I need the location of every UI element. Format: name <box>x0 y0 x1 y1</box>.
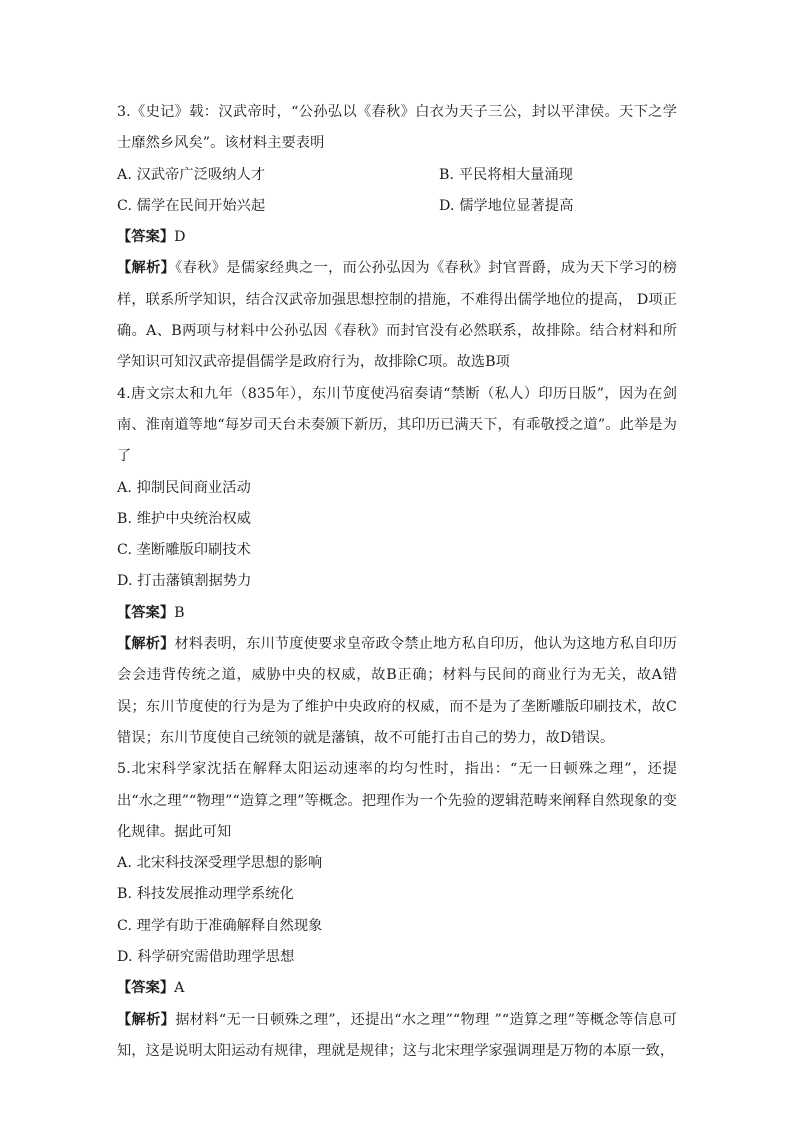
analysis-text: 据材料“无一日顿殊之理”，还提出“水之理”“物理 ”“造算之理”等概念等信息可知，这是说明太阳运动有规律，理就是规律；这与北宋理学家强调理是万物的本原一致， <box>117 1011 677 1059</box>
question-4-option-b: B. 维护中央统治权威 <box>117 510 252 527</box>
analysis-label: 【解析】 <box>117 1011 176 1028</box>
document-page <box>117 97 677 1067</box>
question-5-option-b: B. 科技发展推动理学系统化 <box>117 886 294 903</box>
question-5-answer <box>117 973 677 1004</box>
question-3-answer <box>117 222 677 253</box>
analysis-label: 【解析】 <box>117 260 176 277</box>
question-5-option-d: D. 科学研究需借助理学思想 <box>117 949 295 966</box>
analysis-label: 【解析】 <box>117 636 175 653</box>
question-4-stem: 4.唐文宗太和九年（835年），东川节度使冯宿奏请“禁断（私人）印历日版”，因为在剑南、淮南道等地“每岁司天台未奏颁下新历，其印历已满天下，有乖敬授之道”。此举是为了 <box>117 385 677 465</box>
question-5 <box>117 754 677 1067</box>
question-3-option-a: A. 汉武帝广泛吸纳人才 <box>117 166 266 183</box>
question-4-analysis <box>117 629 677 754</box>
question-3-analysis <box>117 253 677 378</box>
answer-value: A <box>174 980 185 997</box>
question-5-stem: 5.北宋科学家沈括在解释太阳运动速率的均匀性时，指出：“无一日顿殊之理”，还提出“水之理”“物理”“造算之理”等概念。把理作为一个先验的逻辑范畴来阐释自然现象的变化规律。据此可知 <box>117 761 677 840</box>
question-4-option-c: C. 垄断雕版印刷技术 <box>117 542 251 559</box>
question-3-options-row-1 <box>117 160 677 191</box>
question-4 <box>117 379 677 755</box>
answer-label: 【答案】 <box>117 604 175 621</box>
answer-label: 【答案】 <box>117 980 175 997</box>
analysis-text: 《春秋》是儒家经典之一，而公孙弘因为《春秋》封官晋爵，成为天下学习的榜样，联系所学知识，结合汉武帝加强思想控制的措施，不难得出儒学地位的提高， D项正确。A、B两项与材料中公孙弘因《春秋》而封官没有必然联系，故排除。结合材料和所学知识可知汉武帝提倡儒学是政府行为，故排除C项。故选B项 <box>117 260 678 371</box>
question-5-option-a: A. 北宋科技深受理学思想的影响 <box>117 855 323 872</box>
analysis-text: 材料表明，东川节度使要求皇帝政令禁止地方私自印历，他认为这地方私自印历会会违背传统之道，威胁中央的权威，故B正确；材料与民间的商业行为无关，故A错误；东川节度使的行为是为了维护中央政府的权威，而不是为了垄断雕版印刷技术，故C错误；东川节度使自己统领的就是藩镇，故不可能打击自己的势力，故D错误。 <box>117 636 677 746</box>
question-3-options-row-2 <box>117 191 677 222</box>
question-5-option-c: C. 理学有助于准确解释自然现象 <box>117 917 323 934</box>
question-4-option-a: A. 抑制民间商业活动 <box>117 479 251 496</box>
question-3-stem: 3.《史记》载：汉武帝时，“公孙弘以《春秋》白衣为天子三公，封以平津侯。天下之学士靡然乡风矣”。该材料主要表明 <box>117 104 677 152</box>
question-3-option-d: D. 儒学地位显著提高 <box>439 197 574 214</box>
answer-value: B <box>174 604 185 621</box>
question-3-option-c: C. 儒学在民间开始兴起 <box>117 197 266 214</box>
question-3 <box>117 97 677 379</box>
question-3-option-b: B. 平民将相大量涌现 <box>439 166 574 183</box>
question-4-answer <box>117 598 677 629</box>
question-5-analysis <box>117 1005 677 1068</box>
answer-value: D <box>174 229 186 246</box>
answer-label: 【答案】 <box>117 229 175 246</box>
question-4-option-d: D. 打击藩镇割据势力 <box>117 573 252 590</box>
